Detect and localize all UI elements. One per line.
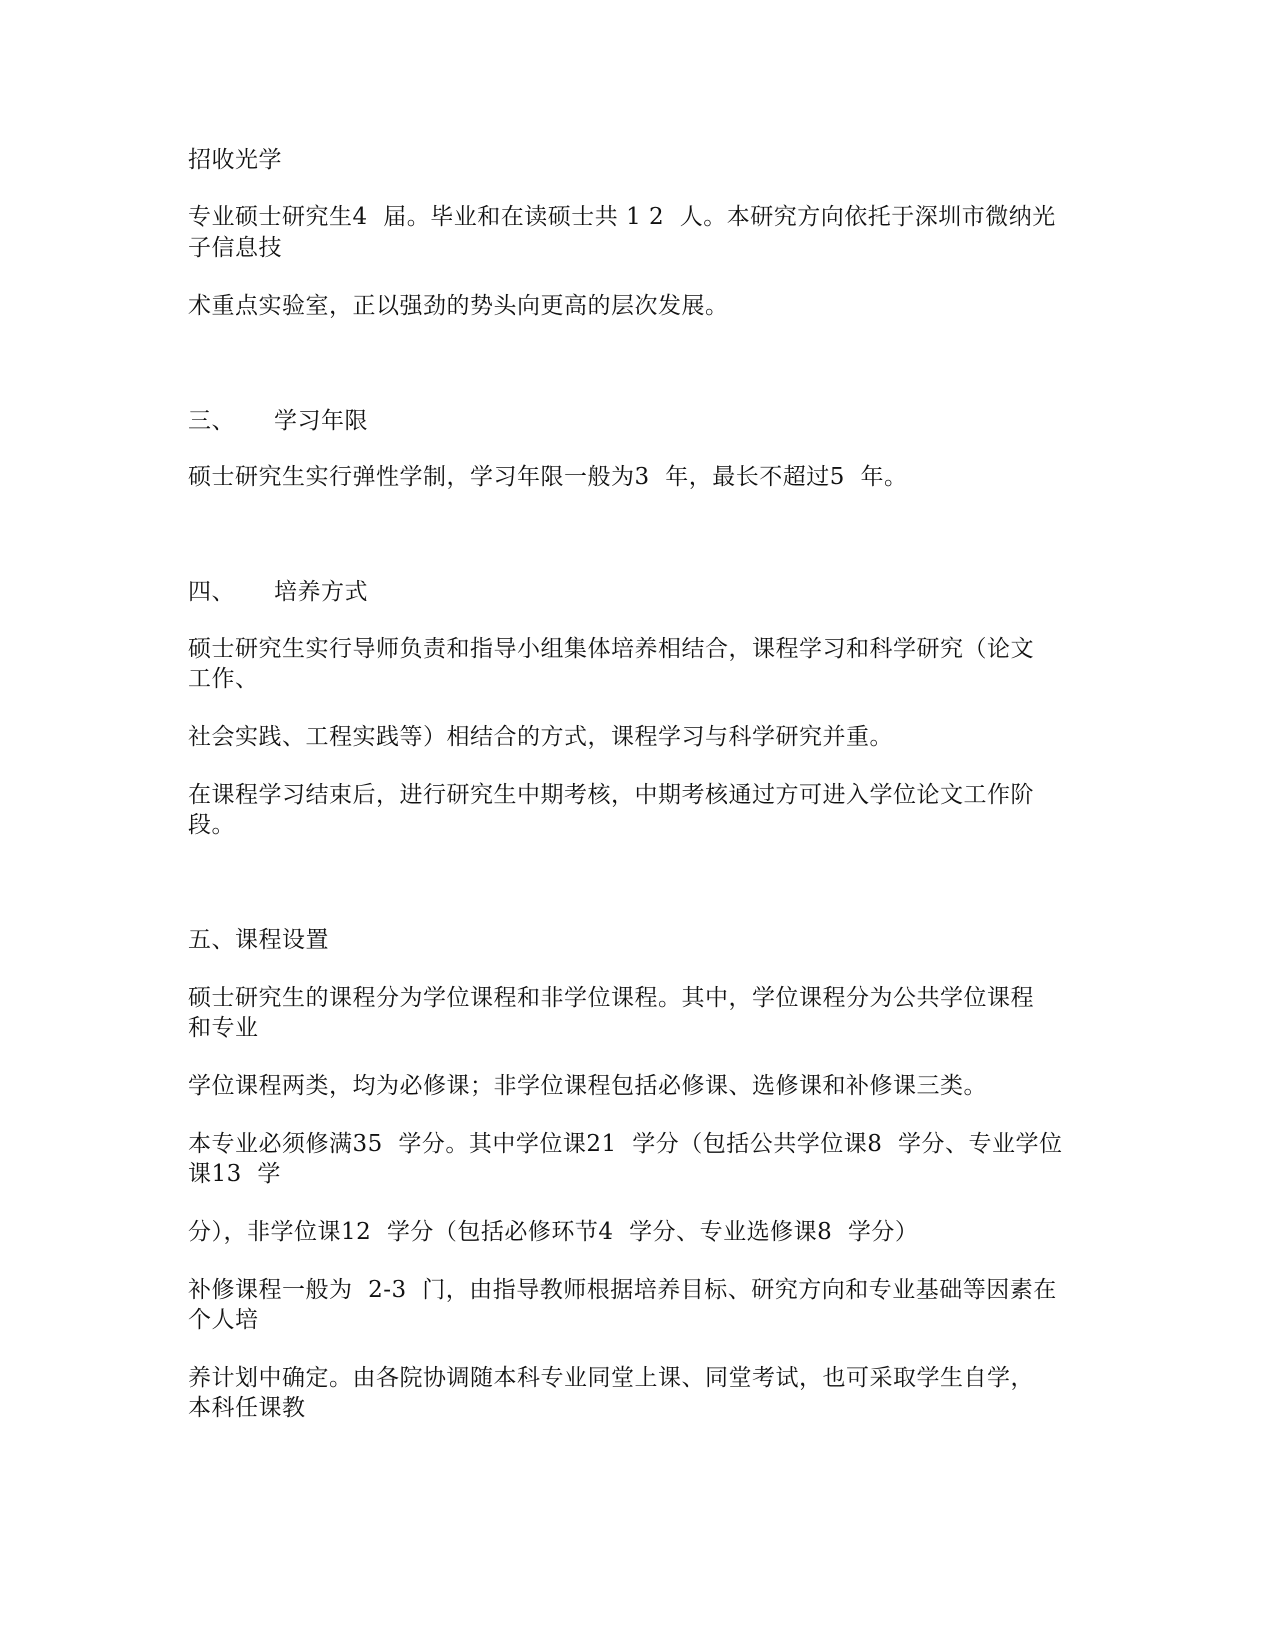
text-line: 在课程学习结束后，进行研究生中期考核，中期考核通过方可进入学位论文工作阶 <box>188 782 1034 808</box>
text-line: 术重点实验室，正以强劲的势头向更高的层次发展。 <box>188 293 729 319</box>
text-line: 工作、 <box>188 666 259 692</box>
text-line: 个人培 <box>188 1307 259 1333</box>
section-heading: 三、 学习年限 <box>188 408 369 434</box>
text-line: 子信息技 <box>188 235 282 261</box>
text-line: 补修课程一般为 2-3 门，由指导教师根据培养目标、研究方向和专业基础等因素在 <box>188 1277 1057 1303</box>
text-line: 本专业必须修满35 学分。其中学位课21 学分（包括公共学位课8 学分、专业学位 <box>188 1131 1063 1157</box>
text-line: 专业硕士研究生4 届。毕业和在读硕士共 1 2 人。本研究方向依托于深圳市微纳光 <box>188 204 1056 230</box>
section-heading: 五、课程设置 <box>188 927 329 953</box>
text-line: 社会实践、工程实践等）相结合的方式，课程学习与科学研究并重。 <box>188 724 893 750</box>
text-line: 硕士研究生实行导师负责和指导小组集体培养相结合，课程学习和科学研究（论文 <box>188 636 1034 662</box>
text-line: 本科任课教 <box>188 1395 306 1421</box>
text-line: 硕士研究生的课程分为学位课程和非学位课程。其中，学位课程分为公共学位课程 <box>188 985 1034 1011</box>
text-line: 硕士研究生实行弹性学制，学习年限一般为3 年，最长不超过5 年。 <box>188 464 908 490</box>
text-line: 分），非学位课12 学分（包括必修环节4 学分、专业选修课8 学分） <box>188 1219 919 1245</box>
text-line: 学位课程两类，均为必修课；非学位课程包括必修课、选修课和补修课三类。 <box>188 1073 987 1099</box>
text-line: 和专业 <box>188 1015 259 1041</box>
text-line: 养计划中确定。由各院协调随本科专业同堂上课、同堂考试，也可采取学生自学， <box>188 1365 1034 1391</box>
text-line: 招收光学 <box>188 147 282 173</box>
section-heading: 四、 培养方式 <box>188 579 369 605</box>
text-line: 段。 <box>188 812 235 838</box>
text-line: 课13 学 <box>188 1161 281 1187</box>
